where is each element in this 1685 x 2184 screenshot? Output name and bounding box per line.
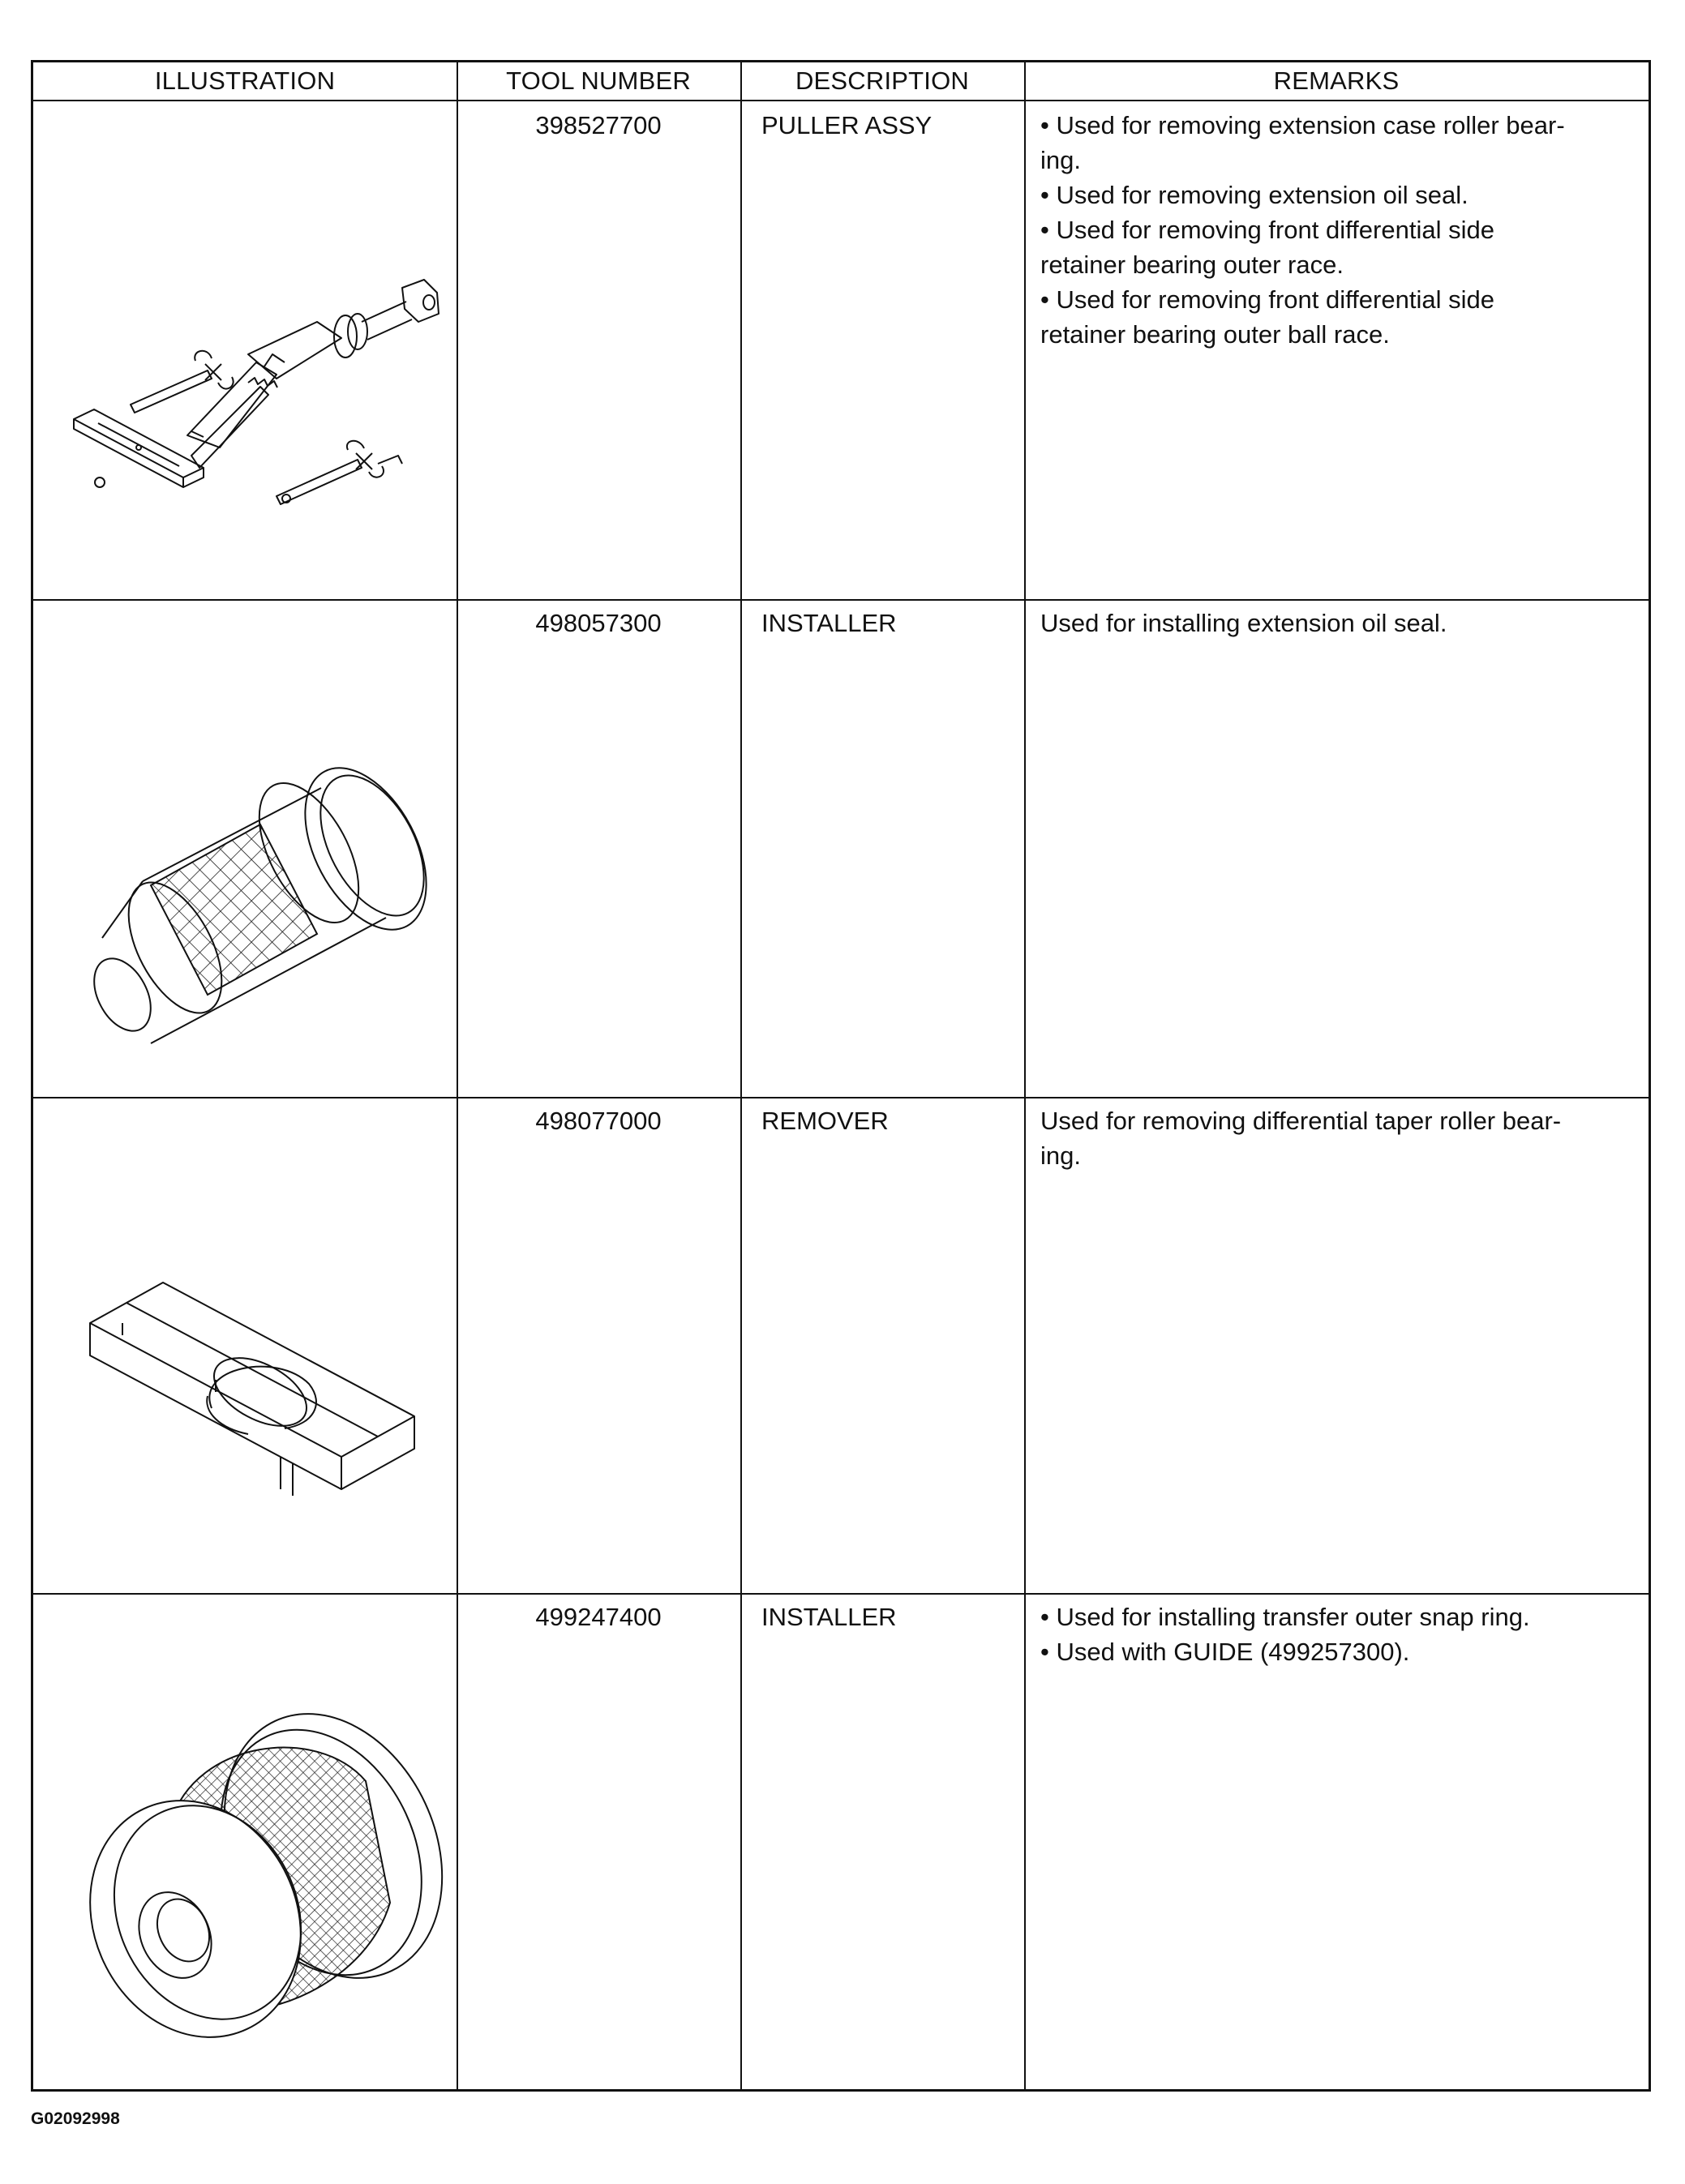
- row-divider: [33, 1097, 1649, 1098]
- tool-number: 498057300: [535, 609, 662, 637]
- tool-number: 498077000: [535, 1107, 662, 1135]
- tool-number: 398527700: [535, 111, 662, 139]
- remark-line: ing.: [1040, 1141, 1081, 1170]
- tool-description: INSTALLER: [761, 1603, 897, 1631]
- header-description: DESCRIPTION: [795, 66, 970, 95]
- snap-ring-installer-icon: [74, 1692, 455, 2049]
- row-divider: [33, 599, 1649, 601]
- puller-assembly-icon: [49, 225, 447, 549]
- header-tool-number: TOOL NUMBER: [506, 66, 691, 95]
- remark-line: Used for installing extension oil seal.: [1040, 609, 1447, 637]
- remark-line: retainer bearing outer race.: [1040, 251, 1344, 279]
- tool-description: INSTALLER: [761, 609, 897, 637]
- tool-remarks: [1040, 606, 1640, 640]
- column-divider: [740, 62, 742, 2089]
- header-divider: [33, 100, 1649, 101]
- tool-description: PULLER ASSY: [761, 111, 933, 139]
- oil-seal-installer-icon: [66, 735, 439, 1076]
- remark-line: Used for removing differential taper roller bear-: [1040, 1107, 1562, 1135]
- tool-number: 499247400: [535, 1603, 662, 1631]
- remark-line: • Used for removing extension oil seal.: [1040, 181, 1468, 209]
- remark-line: • Used for removing front differential side: [1040, 216, 1494, 244]
- remark-line: • Used for installing transfer outer snap ring.: [1040, 1603, 1530, 1631]
- remark-line: retainer bearing outer ball race.: [1040, 320, 1390, 349]
- special-tools-table: [31, 60, 1651, 2092]
- remark-line: • Used for removing extension case roller bear-: [1040, 111, 1565, 139]
- tool-description: REMOVER: [761, 1107, 889, 1135]
- column-divider: [1024, 62, 1026, 2089]
- remark-line: • Used with GUIDE (499257300).: [1040, 1638, 1410, 1666]
- header-illustration: ILLUSTRATION: [154, 66, 336, 95]
- tool-remarks: [1040, 108, 1640, 352]
- tool-remarks: [1040, 1599, 1640, 1669]
- remark-line: • Used for removing front differential side: [1040, 285, 1494, 314]
- column-divider: [457, 62, 458, 2089]
- figure-code: G02092998: [31, 2109, 120, 2128]
- bearing-remover-plate-icon: [74, 1246, 447, 1554]
- row-divider: [33, 1593, 1649, 1595]
- header-remarks: REMARKS: [1273, 66, 1400, 95]
- remark-line: ing.: [1040, 146, 1081, 174]
- tool-remarks: [1040, 1103, 1640, 1173]
